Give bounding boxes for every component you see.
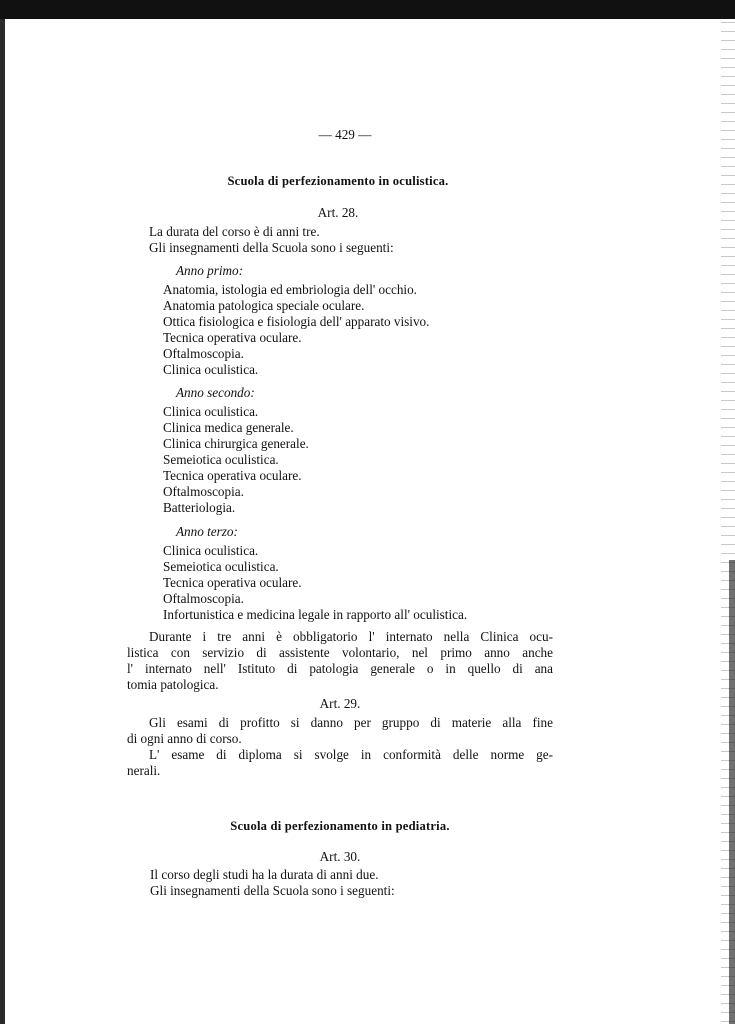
course-item: Oftalmoscopia. xyxy=(163,346,244,361)
course-item: Semeiotica oculistica. xyxy=(163,559,279,574)
article-title-28: Art. 28. xyxy=(317,205,359,220)
year-label-primo: Anno primo: xyxy=(176,263,244,278)
section-heading-oculistica: Scuola di perfezionamento in oculistica. xyxy=(227,174,449,188)
art30-line: Il corso degli studi ha la durata di anni due. xyxy=(150,867,379,882)
art29-paragraph-line: Gli esami di profitto si danno per gruppo di materie alla fine xyxy=(149,715,553,730)
year-label-terzo: Anno terzo: xyxy=(176,524,238,539)
course-item: Clinica oculistica. xyxy=(163,543,259,558)
art28-intro-line: Gli insegnamenti della Scuola sono i seguenti: xyxy=(149,240,394,255)
course-item: Tecnica operativa oculare. xyxy=(163,468,302,483)
course-item: Clinica oculistica. xyxy=(163,362,259,377)
course-item: Tecnica operativa oculare. xyxy=(163,330,302,345)
course-item: Ottica fisiologica e fisiologia dell' apparato visivo. xyxy=(163,314,430,329)
course-item: Tecnica operativa oculare. xyxy=(163,575,302,590)
course-item: Clinica medica generale. xyxy=(163,420,294,435)
course-item: Anatomia patologica speciale oculare. xyxy=(163,298,365,313)
course-item: Clinica chirurgica generale. xyxy=(163,436,309,451)
internship-paragraph-line: Durante i tre anni è obbligatorio l' internato nella Clinica ocu- xyxy=(149,629,553,644)
art29-paragraph-line: di ogni anno di corso. xyxy=(127,731,242,746)
course-item: Semeiotica oculistica. xyxy=(163,452,279,467)
course-item: Oftalmoscopia. xyxy=(163,484,244,499)
section-heading-pediatria: Scuola di perfezionamento in pediatria. xyxy=(230,819,450,833)
internship-paragraph-line: l' internato nell' Istituto di patologia generale o in quello di ana xyxy=(127,661,553,676)
page-number: — 429 — xyxy=(318,127,372,142)
internship-paragraph-line: listica con servizio di assistente volontario, nel primo anno anche xyxy=(127,645,553,660)
course-item: Oftalmoscopia. xyxy=(163,591,244,606)
art30-line: Gli insegnamenti della Scuola sono i seguenti: xyxy=(150,883,395,898)
course-item: Infortunistica e medicina legale in rapporto all' oculistica. xyxy=(163,607,468,622)
art29-paragraph-line: nerali. xyxy=(127,763,161,778)
course-item: Batteriologia. xyxy=(163,500,236,515)
article-title-30: Art. 30. xyxy=(319,849,361,864)
art29-paragraph-line: L' esame di diploma si svolge in conformità delle norme ge- xyxy=(149,747,553,762)
art28-intro-line: La durata del corso è di anni tre. xyxy=(149,224,320,239)
internship-paragraph-line: tomia patologica. xyxy=(127,677,219,692)
course-item: Clinica oculistica. xyxy=(163,404,259,419)
year-label-secondo: Anno secondo: xyxy=(176,385,255,400)
article-title-29: Art. 29. xyxy=(319,696,361,711)
course-item: Anatomia, istologia ed embriologia dell' occhio. xyxy=(163,282,417,297)
